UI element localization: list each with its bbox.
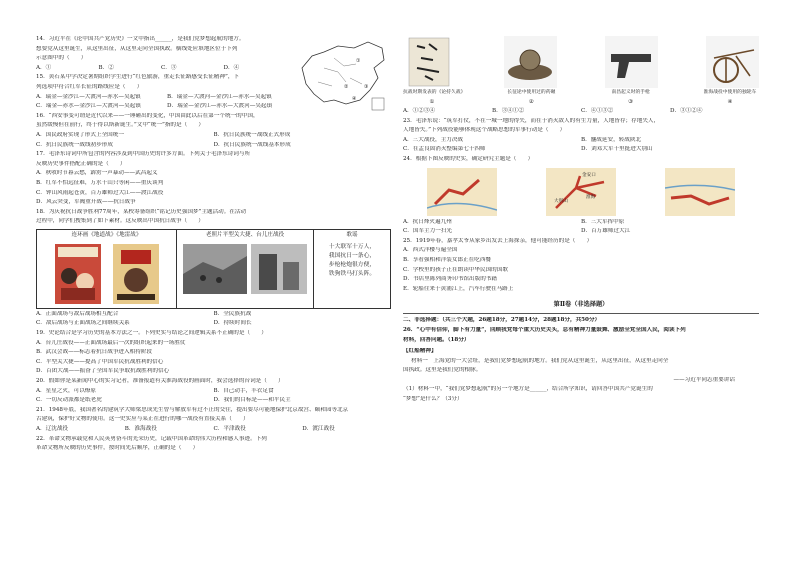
cell-header: 连环画《地道战》《地雷战》 xyxy=(71,231,142,238)
q15-options xyxy=(36,103,298,113)
right-column xyxy=(403,36,759,406)
option[interactable]: D．我们的目标是——和平民主 xyxy=(213,397,291,404)
campaign-map-image xyxy=(427,168,497,216)
section-2-title: 第Ⅱ卷（非选择题） xyxy=(553,301,609,309)
option[interactable]: A．西式洋楼与遍全国 xyxy=(403,247,458,254)
material-line: 国执政。这里是我们党的根脉。 xyxy=(403,367,482,374)
option[interactable]: D．③①②④ xyxy=(670,108,703,114)
q14-options xyxy=(36,65,286,75)
q26-line: 26．“心中有信仰，脚下有力量”，回顾我党每个重大历史关头，总有精神力量鼓舞、激励全党全国人民，阅读下列 xyxy=(403,326,686,333)
svg-text:③: ③ xyxy=(364,84,369,90)
q22-artifact-images xyxy=(403,36,759,88)
option[interactable]: C．平型关大捷——提高了中国军民抗战胜利的信心 xyxy=(36,358,164,365)
q21-line: 21．1948年底，我国著名的建筑学大师梁思成先生曾与解放军有过不止的交往，提出要尽可能地保护北京故宫、颐和园等北京 xyxy=(36,406,349,413)
q26-subquestion: （1）材料一中，“我们党梦想起航”的另一个地方是______，结合所学知识，请回答中国共产党诞生的 xyxy=(403,386,653,393)
q23-line: 23．毛泽东说：“筑军打仗，不在一城一地的得失，而在于消灭敌人的有生力量，人地皆存；存地失人， xyxy=(403,117,660,124)
q24-war-maps xyxy=(403,168,759,216)
q15-line: 列选项中符合红军长征的路线应是（ ） xyxy=(36,83,143,90)
q14-line: 14．习近平在《论中国共产党历史》一文中指出______，是我们党梦想起航的地方。 xyxy=(36,36,245,42)
q16-options xyxy=(36,142,391,152)
option[interactable]: A．抗日烽火遍九州 xyxy=(403,218,452,225)
question-20 xyxy=(36,378,391,407)
q18-options xyxy=(36,311,391,321)
question-25 xyxy=(403,238,759,296)
q15-options xyxy=(36,94,298,104)
q26-line: 材料，回答问题。（18分） xyxy=(403,336,470,343)
option[interactable]: B．鏖战延安，转战陕北 xyxy=(581,136,642,143)
q23-options xyxy=(403,146,759,156)
option[interactable]: C．④①③② xyxy=(581,108,614,114)
question-22 xyxy=(36,436,391,455)
option[interactable]: A．星星之火，可以燎原 xyxy=(36,387,96,394)
q16-line: 16．“西安事变可谓是近代以来——一锤砸出的变化，中国由此以后在第一个统一的中国， xyxy=(36,112,259,119)
option[interactable]: C．在孟良崮消灭整编第七十四师 xyxy=(403,146,486,153)
photo-pingxingguan-image xyxy=(183,244,247,294)
q23-line: 人地皆失。”下列战役能够体现这个战略思想的军事行动是（ ） xyxy=(403,127,566,134)
poem-line: 十大联军十万人， xyxy=(328,243,376,250)
q24-options xyxy=(403,219,759,229)
q20-options xyxy=(36,397,391,407)
poem-line: 铁狗铁马打头阵。 xyxy=(328,270,376,277)
option[interactable]: A．辽沈战役 xyxy=(36,426,69,432)
q25-line: 25．1919年春，嘉孝太爷从家乡出发去上海探亲，他可能经历的是（ ） xyxy=(403,237,593,244)
artifact-caption: 抗战时期发表的《论持久战》 xyxy=(403,90,466,95)
q21-line: 古建筑，保护好文物的使用。这一史实应与某正在进行的哪一战役有直接关系（ ） xyxy=(36,416,249,423)
china-map-image xyxy=(294,38,390,114)
q14-line: 示意图中的（ ） xyxy=(36,55,87,62)
q14-line: 想要党从这里诞生，从这里出征，从这里走向全国执政。横线处应填地区位于下列 xyxy=(36,45,238,52)
q18-cell-ballad xyxy=(314,230,390,308)
svg-text:②: ② xyxy=(344,84,349,90)
option[interactable]: B．② xyxy=(98,64,114,71)
option[interactable]: B．全民族抗战 xyxy=(213,310,252,317)
option[interactable]: C．瑞金—赤水—金沙江—大渡河—吴起镇 xyxy=(36,103,141,110)
option[interactable]: B．淮海战役 xyxy=(124,426,157,432)
q24-options xyxy=(403,228,759,238)
option[interactable]: B．抗日民族统一战线正式形成 xyxy=(213,131,291,138)
option[interactable]: C．学校里的孩子正在朗读中华民国的国歌 xyxy=(403,266,508,273)
on-protracted-war-image xyxy=(403,36,456,88)
section-divider xyxy=(403,313,759,314)
option[interactable]: D．百万雄师过大江 xyxy=(581,228,631,235)
svg-text:④: ④ xyxy=(352,96,357,102)
q18-options xyxy=(36,320,391,330)
q16-options xyxy=(36,132,391,142)
q18-line: 过程中，同学们搜集到了如下素材。这反映出中国抗日战争（ ） xyxy=(36,218,204,225)
material-source: ——习近平同志重要讲话 xyxy=(673,376,735,383)
q15-line: 15．黄石某中学决定暑期组织学生进行“红色旅游，重走长征路感受长征精神”，下 xyxy=(36,74,240,81)
option[interactable]: E．轮船往来于黄浦江上，汽车行驶在马路上 xyxy=(403,285,514,292)
q18-cell-comics xyxy=(37,230,177,308)
q17-line: 反映历史事件搭配正确的是（ ） xyxy=(36,160,126,167)
option[interactable]: D．百团大战——振奋了全国军民争取抗战胜利的信心 xyxy=(36,368,170,375)
q18-line: 18．为庆祝抗日战争胜利77周年，某校筹备组织“铭记历史强国梦”主题活动。在活动 xyxy=(36,208,247,215)
option[interactable]: C．抗日民族统一战线初步形成 xyxy=(36,141,113,148)
poem-line: 我国抗日一条心， xyxy=(328,252,376,259)
q18-material-table xyxy=(36,229,391,309)
photo-taierzhuang-image xyxy=(251,244,307,294)
map-label: 大别山 xyxy=(553,198,568,204)
question-18 xyxy=(36,209,391,330)
option[interactable]: B．武汉会战——标志着抗日战争进入相持阶段 xyxy=(36,349,152,356)
option[interactable]: D．刘邓大军千里挺进大别山 xyxy=(581,146,653,153)
option[interactable]: C．③ xyxy=(161,64,177,71)
map-label: 金安口 xyxy=(581,172,596,178)
option[interactable]: A．① xyxy=(36,64,52,71)
svg-text:①: ① xyxy=(356,58,361,64)
q20-options xyxy=(36,388,391,398)
q26-subquestion: “梦想”是什么？（3分） xyxy=(403,396,463,403)
option[interactable]: D．持续时间长 xyxy=(213,320,252,327)
comic-tunnel-war-image xyxy=(55,244,101,304)
q16-line: 虽然缓慢但在前行，终于得以斯新诞生。”文中“统一”指的是（ ） xyxy=(36,122,204,129)
campaign-map-image xyxy=(665,168,735,216)
option[interactable]: B．三大军挥中原 xyxy=(581,218,625,225)
option[interactable]: B．瑞金—大渡河—金沙江—赤水—吴起镇 xyxy=(167,93,272,100)
q18-cell-photos xyxy=(177,230,314,308)
option[interactable]: A．三大战役，主力决战 xyxy=(403,136,463,143)
question-21 xyxy=(36,407,391,436)
option[interactable]: D．抗日民族统一战线基本形成 xyxy=(213,141,291,148)
option[interactable]: B．自己动手，丰衣足食 xyxy=(213,387,274,394)
artifact-captions xyxy=(403,90,759,99)
campaign-map-image xyxy=(546,168,616,216)
q22-options xyxy=(403,108,759,118)
q21-options xyxy=(36,426,391,436)
option[interactable]: C．平津战役 xyxy=(213,426,246,432)
option[interactable]: B．红军不怕远征难，万水千山只等闲——重庆谈判 xyxy=(36,179,164,186)
q23-options xyxy=(403,137,759,147)
option[interactable]: A．秋收时节暮云愁，霹雳一声暴动——武昌起义 xyxy=(36,170,158,177)
q17-line: 17．毛泽东诗词中所包含的内容涉及到中国历史的许多方面。下列关于毛泽东诗词与所 xyxy=(36,151,251,158)
nanchang-pistol-image xyxy=(605,36,658,88)
ballad-text xyxy=(316,241,388,279)
option[interactable]: A．正面战场与敌后战场相互配合 xyxy=(36,310,119,317)
artifact-numbers xyxy=(403,99,759,108)
cell-header: 歌谣 xyxy=(346,231,358,238)
option[interactable]: A．瑞金—金沙江—大渡河—赤水—吴起镇 xyxy=(36,93,141,100)
option[interactable]: D．④ xyxy=(223,64,240,71)
option[interactable]: C．国军主力一扫光 xyxy=(403,228,453,235)
wheelbarrow-image xyxy=(706,36,759,88)
artifact-number: ③ xyxy=(628,99,634,105)
option[interactable]: C．一切反动派都是纸老虎 xyxy=(36,397,102,404)
option[interactable]: B．享看强相和洋装女郎正在吃西餐 xyxy=(403,256,492,263)
artifact-caption: 长征途中使用过的药碾 xyxy=(507,90,556,95)
artifact-number: ① xyxy=(429,99,435,105)
cell-header: 老照片平型关大捷、台儿庄战役 xyxy=(205,231,285,238)
option[interactable]: D．渡江战役 xyxy=(302,426,335,432)
red-boat-spirit-subtitle: 【红船精神】 xyxy=(403,348,437,355)
option[interactable]: C．钟山风雨起苍黄，百万雄师过大江——渡江战役 xyxy=(36,189,164,196)
artifact-caption: 淮海战役中使用的独轮车 xyxy=(703,90,757,95)
q22-line: 革命文物所反映的历史事件，按时间先后顺序，正确的是（ ） xyxy=(36,445,199,452)
option[interactable]: C．敌后战场与正面战场之间继续关系 xyxy=(36,320,130,327)
option[interactable]: D．风云突变，军阀重开战——抗日战争 xyxy=(36,199,136,206)
q24-line: 24．根据下图反映的史实，确定研究主题是（ ） xyxy=(403,155,534,162)
comic-mine-war-image xyxy=(113,244,159,304)
option[interactable]: B．③④①② xyxy=(492,108,525,114)
q19-line: 19．史论结合是学习历史的基本方法之一。下列史实与结论之间逻辑关系不正确的是（ ） xyxy=(36,330,267,337)
material-line: 材料一 上海党的一大会址，是我们党梦想起航的地方。我们党从这里诞生，从这里出征，从这里走向全 xyxy=(411,357,669,364)
artifact-number: ④ xyxy=(727,99,733,105)
section-2-heading: 二、非选择题：（共三个大题，26题18分，27题14分，28题18分，共50分） xyxy=(403,317,601,324)
medicine-grinder-image xyxy=(504,36,557,88)
q20-line: 20．假如你是某新闻中心的实习记者，准备报道有关淮海战役的画面时，我会选择的台词是（ ） xyxy=(36,378,284,385)
question-16 xyxy=(36,113,391,151)
artifact-caption: 南昌起义时的手枪 xyxy=(611,90,650,95)
option[interactable]: A．①②③④ xyxy=(403,108,436,114)
option[interactable]: A．台儿庄战役——正面战场最后一次的组织起来的一场胜仗 xyxy=(36,339,186,346)
q22-line: 22．革命文物承载党和人民英勇奋斗的光荣历史，记载中国革命的伟大历程和感人事迹。下列 xyxy=(36,435,267,442)
option[interactable]: A．国民政府实现了形式上全国统一 xyxy=(36,131,124,138)
question-17 xyxy=(36,151,391,209)
question-23 xyxy=(403,118,759,156)
map-label: 淮海 xyxy=(585,194,596,200)
artifact-number: ② xyxy=(528,99,534,105)
question-24 xyxy=(403,156,759,238)
option[interactable]: D．书店里陈列商务印书馆出版的书籍 xyxy=(403,276,497,283)
option[interactable]: D．瑞金—金沙江—赤水—大渡河—吴起镇 xyxy=(167,103,273,110)
question-19 xyxy=(36,330,391,378)
poem-line: 步枪枪炮很方便， xyxy=(328,261,376,268)
